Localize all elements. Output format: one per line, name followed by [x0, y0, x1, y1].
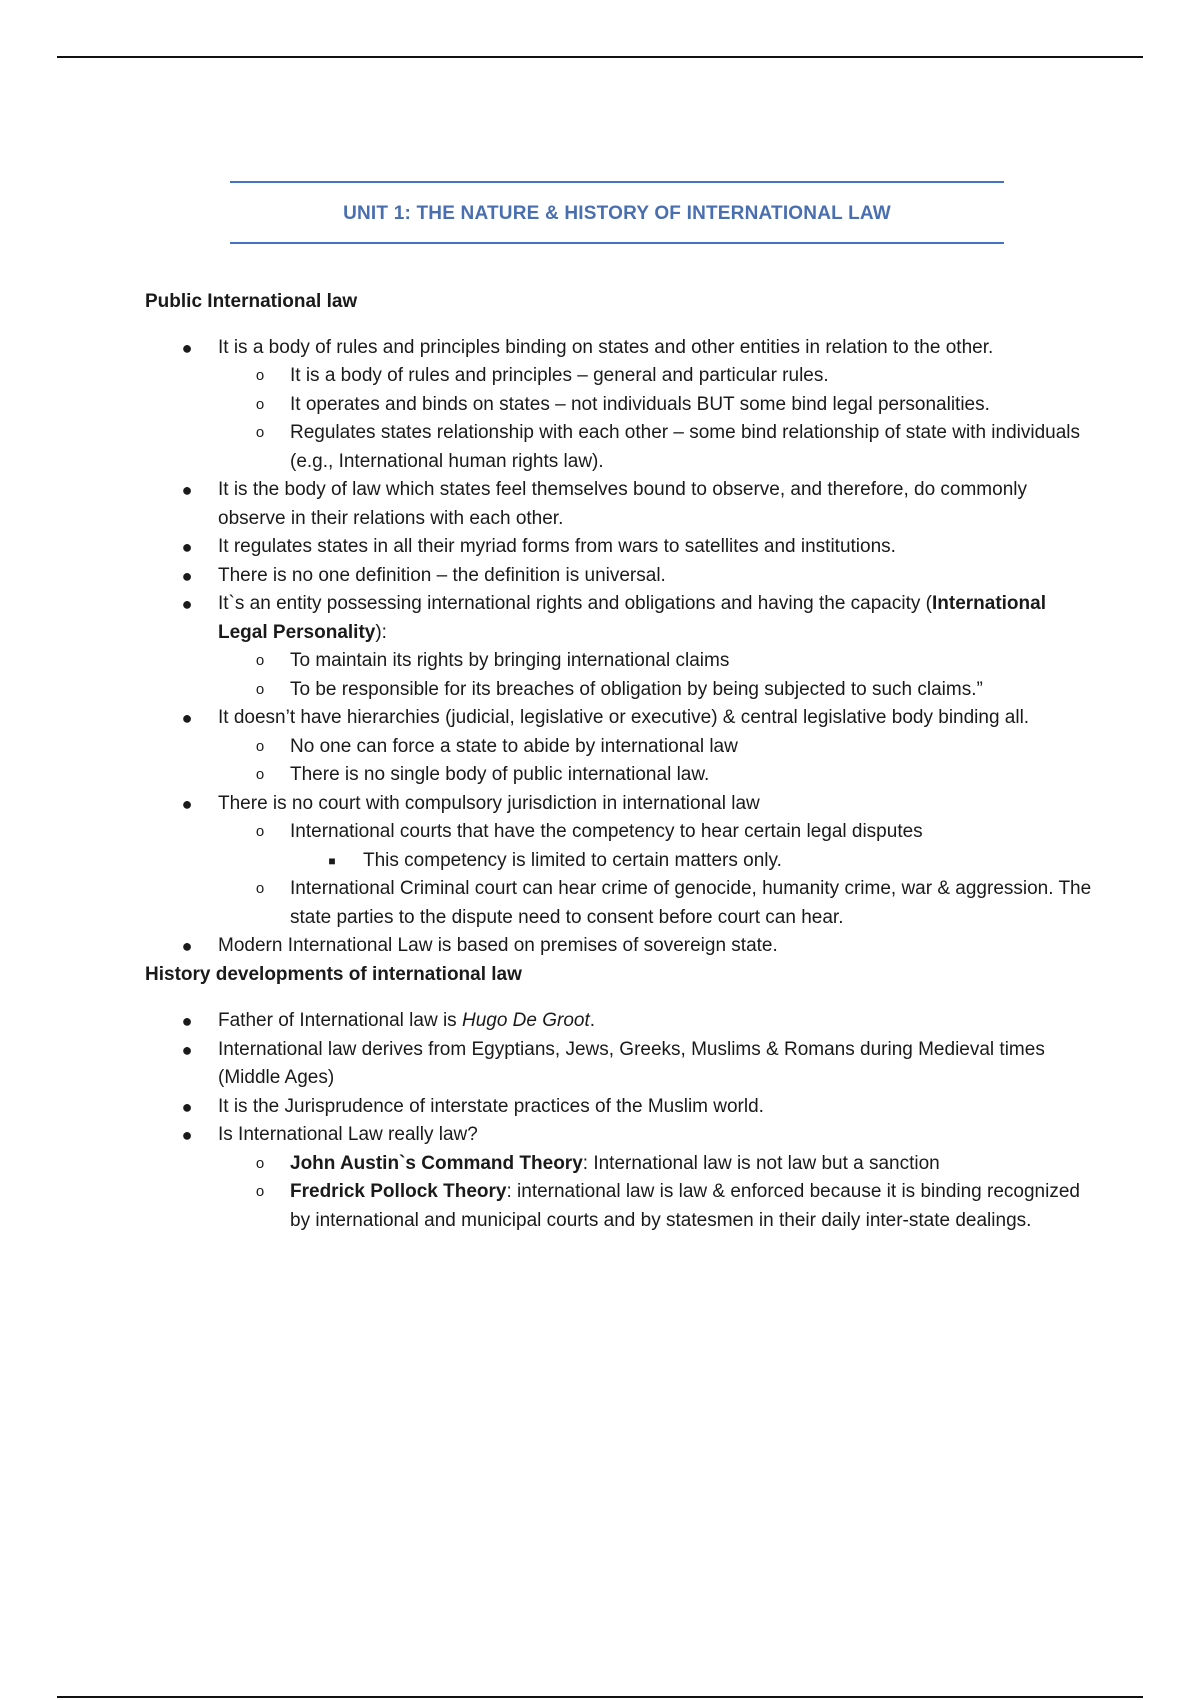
- circle-marker: o: [255, 367, 265, 384]
- list-item: o International Criminal court can hear crime of genocide, humanity crime, war & aggression. The state parties to the dispute need to consent before court can hear.: [145, 875, 1095, 932]
- bullet-marker: ●: [181, 1011, 193, 1031]
- list-item: ● Father of International law is Hugo De Groot.: [145, 1007, 1095, 1036]
- bullet-marker: ●: [181, 1096, 193, 1117]
- circle-marker: o: [255, 1183, 265, 1200]
- list-item: ● There is no court with compulsory jurisdiction in international law: [145, 790, 1095, 819]
- page-top-rule: [57, 56, 1143, 58]
- history-list: [145, 1007, 1095, 1235]
- list-item: o To be responsible for its breaches of obligation by being subjected to such claims.”: [145, 676, 1095, 705]
- list-item: ● It`s an entity possessing international rights and obligations and having the capacity (International Legal Personality):: [145, 590, 1095, 647]
- title-block: [230, 181, 1004, 244]
- list-item: ● Is International Law really law?: [145, 1121, 1095, 1150]
- bullet-marker: ●: [181, 1125, 193, 1145]
- list-item: o To maintain its rights by bringing international claims: [145, 647, 1095, 676]
- page-bottom-rule: [57, 1696, 1143, 1698]
- circle-marker: o: [255, 424, 265, 441]
- list-item: o It operates and binds on states – not individuals BUT some bind legal personalities.: [145, 391, 1095, 420]
- circle-marker: o: [255, 880, 265, 897]
- list-item: o Fredrick Pollock Theory: international law is law & enforced because it is binding recognized by international and municipal courts and by statesmen in their daily inter-state dealings.: [145, 1178, 1095, 1235]
- title-bottom-line: [230, 242, 1004, 244]
- public-international-law-list: [145, 334, 1095, 961]
- bullet-marker: ●: [181, 708, 193, 728]
- bullet-marker: ●: [181, 565, 193, 586]
- bullet-marker: ●: [181, 537, 193, 557]
- page-title: UNIT 1: THE NATURE & HISTORY OF INTERNATIONAL LAW: [343, 203, 891, 224]
- list-item: ● It regulates states in all their myriad forms from wars to satellites and institutions.: [145, 533, 1095, 562]
- list-item: o It is a body of rules and principles – general and particular rules.: [145, 362, 1095, 391]
- list-item: ● International law derives from Egyptians, Jews, Greeks, Muslims & Romans during Medieval times (Middle Ages): [145, 1036, 1095, 1093]
- list-item: o John Austin`s Command Theory: International law is not law but a sanction: [145, 1150, 1095, 1179]
- bullet-marker: ●: [181, 594, 193, 614]
- circle-marker: o: [255, 766, 265, 783]
- bullet-marker: ●: [181, 337, 193, 358]
- list-item: o No one can force a state to abide by international law: [145, 733, 1095, 762]
- list-item: ● Modern International Law is based on premises of sovereign state.: [145, 932, 1095, 961]
- section-heading-history: History developments of international law: [145, 963, 522, 985]
- bullet-marker: ●: [181, 793, 193, 814]
- bullet-marker: ●: [181, 1039, 193, 1060]
- list-item: ■ This competency is limited to certain matters only.: [145, 847, 1095, 876]
- list-item: ● There is no one definition – the definition is universal.: [145, 562, 1095, 591]
- list-item: ● It is the Jurisprudence of interstate practices of the Muslim world.: [145, 1093, 1095, 1122]
- circle-marker: o: [255, 680, 265, 698]
- document-body: [145, 288, 1095, 1235]
- list-item: o There is no single body of public international law.: [145, 761, 1095, 790]
- section-heading-public-international-law: Public International law: [145, 291, 358, 312]
- bullet-marker: ●: [181, 480, 193, 500]
- list-item: ● It is a body of rules and principles binding on states and other entities in relation to the other.: [145, 334, 1095, 363]
- circle-marker: o: [255, 1154, 265, 1172]
- list-item: ● It is the body of law which states feel themselves bound to observe, and therefore, do commonly observe in their relations with each other.: [145, 476, 1095, 533]
- circle-marker: o: [255, 823, 265, 840]
- bullet-marker: ●: [181, 936, 193, 956]
- circle-marker: o: [255, 652, 265, 669]
- list-item: ● It doesn’t have hierarchies (judicial, legislative or executive) & central legislative body binding all.: [145, 704, 1095, 733]
- square-marker: ■: [328, 853, 336, 868]
- list-item: o Regulates states relationship with each other – some bind relationship of state with individuals (e.g., International human rights law).: [145, 419, 1095, 476]
- list-item: o International courts that have the competency to hear certain legal disputes: [145, 818, 1095, 847]
- circle-marker: o: [255, 737, 265, 755]
- circle-marker: o: [255, 395, 265, 413]
